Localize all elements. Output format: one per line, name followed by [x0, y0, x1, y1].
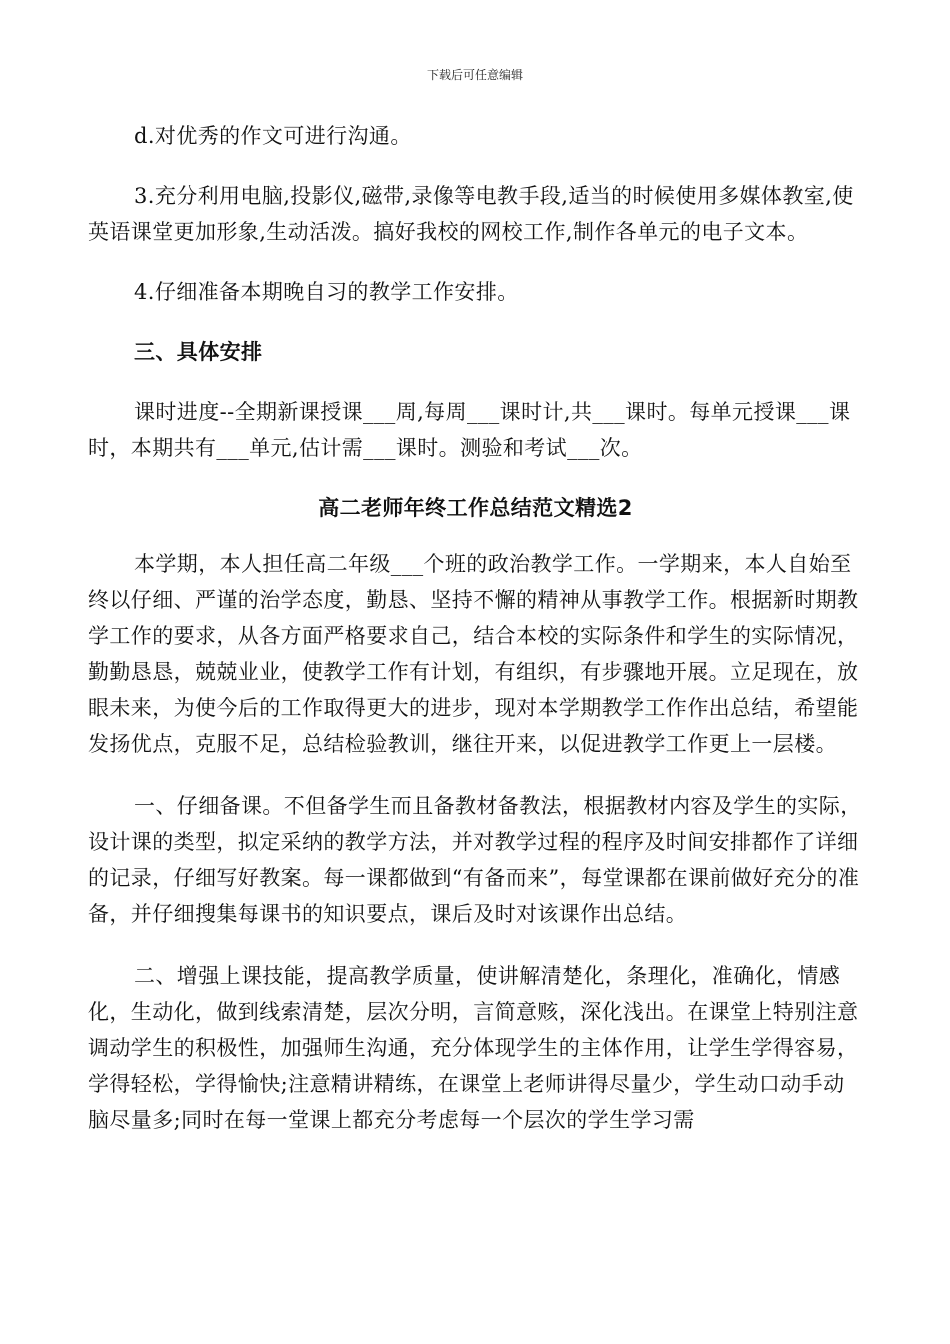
list-item-3: 3.充分利用电脑,投影仪,磁带,录像等电教手段,适当的时候使用多媒体教室,使英语课堂更加形象,生动活泼。搞好我校的网校工作,制作各单元的电子文本。: [88, 184, 854, 244]
article-title: 高二老师年终工作总结范文精选2: [318, 496, 633, 520]
list-item-4: 4.仔细准备本期晚自习的教学工作安排。: [134, 280, 519, 304]
document-body: [88, 118, 863, 1138]
page-header-note: 下载后可任意编辑: [426, 68, 523, 82]
list-item-d: d.对优秀的作文可进行沟通。: [134, 124, 412, 148]
intro-paragraph: 本学期，本人担任高二年级___个班的政治教学工作。一学期来，本人自始至终以仔细、严谨的治学态度，勤恳、坚持不懈的精神从事教学工作。根据新时期教学工作的要求，从各方面严格要求自己，结合本校的实际条件和学生的实际情况，勤勤恳恳，兢兢业业，使教学工作有计划，有组织，有步骤地开展。立足现在，放眼未来，为使今后的工作取得更大的进步，现对本学期教学工作作出总结，希望能发扬优点，克服不足，总结检验教训，继往开来，以促进教学工作更上一层楼。: [88, 552, 859, 756]
section-heading-3: 三、具体安排: [134, 340, 263, 364]
schedule-paragraph: 课时进度--全期新课授课___周,每周___课时计,共___课时。每单元授课___课时，本期共有___单元,估计需___课时。测验和考试___次。: [88, 400, 851, 460]
point-1-paragraph: 一、仔细备课。不但备学生而且备教材备教法，根据教材内容及学生的实际，设计课的类型，拟定采纳的教学方法，并对教学过程的程序及时间安排都作了详细的记录，仔细写好教案。每一课都做到“有备而来”，每堂课都在课前做好充分的准备，并仔细搜集每课书的知识要点，课后及时对该课作出总结。: [88, 794, 862, 926]
point-2-paragraph: 二、增强上课技能，提高教学质量，使讲解清楚化，条理化，准确化，情感化，生动化，做到线索清楚，层次分明，言简意赅，深化浅出。在课堂上特别注意调动学生的积极性，加强师生沟通，充分体现学生的主体作用，让学生学得容易，学得轻松，学得愉快;注意精讲精练，在课堂上老师讲得尽量少，学生动口动手动脑尽量多;同时在每一堂课上都充分考虑每一个层次的学生学习需: [88, 964, 859, 1132]
